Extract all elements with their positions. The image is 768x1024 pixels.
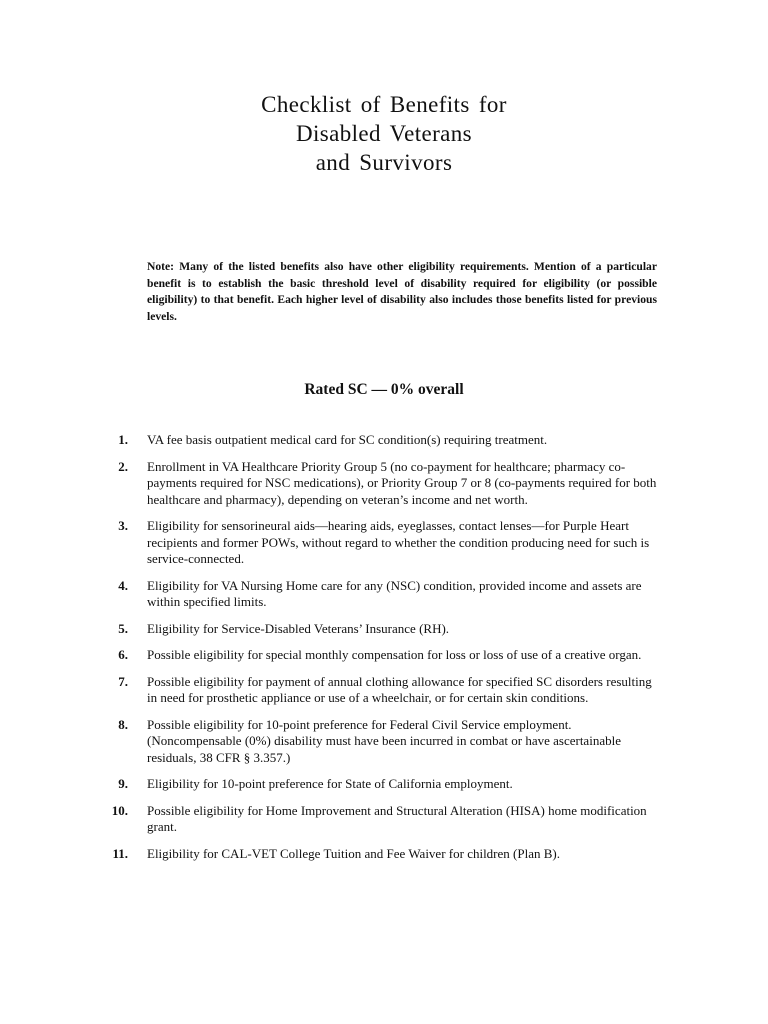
item-text: Enrollment in VA Healthcare Priority Group 5 (no co-payment for healthcare; pharmacy co-payments required for NSC medications), or Priority Group 7 or 8 (co-payments required for both healthcare and pharmacy), depending on veteran’s income and net worth.	[147, 458, 657, 507]
title-line-3: and Survivors	[315, 150, 453, 175]
document-title	[0, 90, 768, 177]
item-number: 9.	[118, 776, 128, 791]
item-number: 5.	[118, 620, 128, 636]
item-text: Eligibility for CAL-VET College Tuition and Fee Waiver for children (Plan B).	[147, 845, 560, 861]
item-text: Possible eligibility for Home Improvement and Structural Alteration (HISA) home modification grant.	[147, 802, 647, 834]
item-number: 7.	[118, 673, 128, 689]
eligibility-note: Note: Many of the listed benefits also have other eligibility requirements. Mention of a particular benefit is to establish the basic threshold level of disability required for eligibility (or possible eligibility) to that benefit. Each higher level of disability also includes those benefits listed for previous levels.	[147, 260, 657, 323]
item-number: 10.	[111, 802, 128, 818]
item-text: Eligibility for 10-point preference for State of California employment.	[147, 776, 513, 791]
item-text: Possible eligibility for payment of annual clothing allowance for specified SC disorders resulting in need for prosthetic appliance or use of a wheelchair, or for certain skin conditions.	[147, 673, 652, 705]
item-number: 6.	[118, 647, 128, 662]
title-line-2: Disabled Veterans	[295, 121, 473, 146]
item-number: 8.	[118, 716, 128, 732]
list-item	[0, 621, 768, 638]
list-item	[0, 846, 768, 863]
item-text: Possible eligibility for special monthly compensation for loss or loss of use of a creative organ.	[147, 647, 642, 662]
item-text: VA fee basis outpatient medical card for SC condition(s) requiring treatment.	[147, 432, 548, 447]
item-number: 1.	[118, 432, 128, 447]
item-text: Eligibility for VA Nursing Home care for any (NSC) condition, provided income and assets are within specified limits.	[147, 577, 642, 609]
list-item	[0, 578, 768, 611]
item-text: Eligibility for Service-Disabled Veterans’ Insurance (RH).	[147, 620, 450, 636]
list-item	[0, 432, 768, 449]
title-line-1: Checklist of Benefits for	[261, 92, 507, 117]
list-item	[0, 674, 768, 707]
item-number: 11.	[112, 845, 128, 861]
item-number: 3.	[118, 518, 128, 533]
list-item	[0, 459, 768, 509]
item-text: Possible eligibility for 10-point preference for Federal Civil Service employment. (Noncompensable (0%) disability must have been incurred in combat or have ascertainable residuals, 38 CFR § 3.357.)	[147, 716, 621, 765]
item-number: 4.	[118, 577, 128, 593]
list-item	[0, 776, 768, 793]
section-heading: Rated SC — 0% overall	[304, 381, 464, 398]
list-item	[0, 518, 768, 568]
item-number: 2.	[118, 458, 128, 474]
item-text: Eligibility for sensorineural aids—hearing aids, eyeglasses, contact lenses—for Purple Heart recipients and former POWs, without regard to whether the condition producing need for such is service-connected.	[147, 518, 650, 566]
list-item	[0, 717, 768, 767]
list-item	[0, 803, 768, 836]
list-item	[0, 647, 768, 664]
benefits-list	[0, 432, 768, 872]
